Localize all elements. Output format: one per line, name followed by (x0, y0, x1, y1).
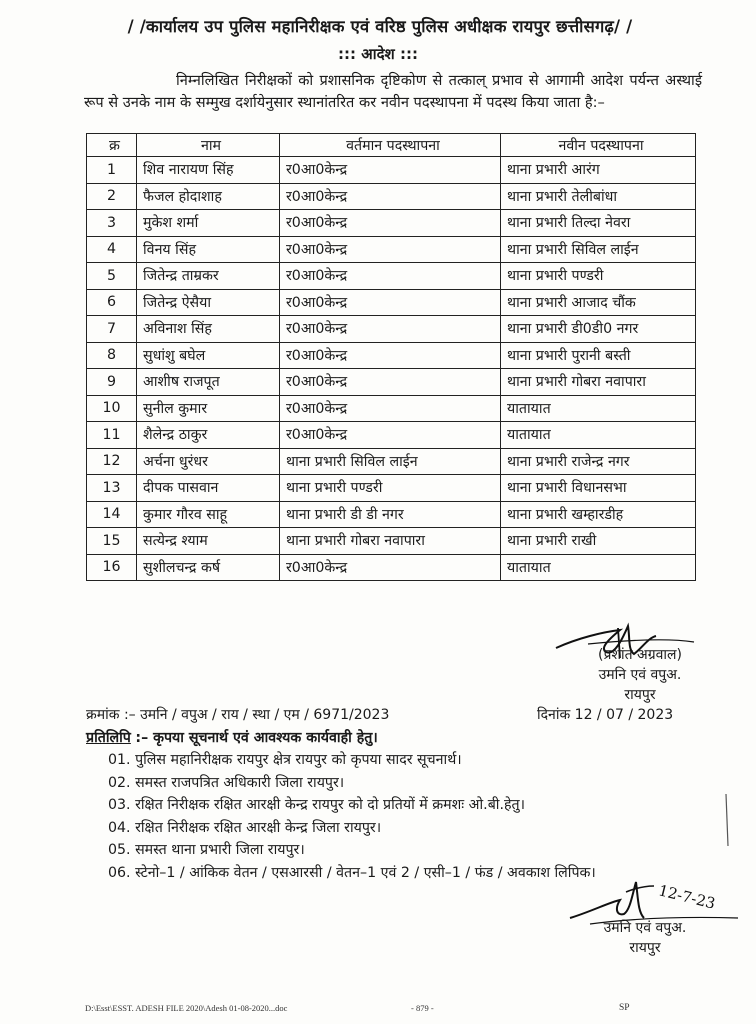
cell-new-posting: थाना प्रभारी तिल्दा नेवरा (501, 210, 696, 237)
cell-name: कुमार गौरव साहू (137, 501, 280, 528)
cell-current-posting: र0आ0केन्द्र (280, 157, 501, 184)
officer-designation: उमनि एवं वपुअ. (598, 667, 682, 683)
header-new-posting: नवीन पदस्थापना (501, 134, 696, 157)
cell-serial: 3 (87, 210, 137, 237)
handwritten-date: 12-7-23 (656, 881, 718, 913)
order-date: दिनांक 12 / 07 / 2023 (537, 707, 674, 723)
cell-name: शैलेन्द्र ठाकुर (137, 422, 280, 449)
cell-new-posting: थाना प्रभारी राखी (501, 528, 696, 555)
copy-heading (86, 728, 378, 747)
table-row (87, 210, 696, 237)
intro-text: निम्नलिखित निरीक्षकों को प्रशासनिक दृष्टिकोण से तत्काल् प्रभाव से आगामी आदेश पर्यन्त अस्थाई रूप से उनके नाम के सम्मुख दर्शायेनुसार स्थानांतरित कर नवीन पदस्थापना में पदस्थ किया जाता है:– (84, 72, 702, 111)
table-row (87, 395, 696, 422)
cell-name: जितेन्द्र ताम्रकर (137, 263, 280, 290)
table-row (87, 263, 696, 290)
officer-name: (प्रशांत अग्रवाल) (598, 647, 682, 663)
table-row (87, 422, 696, 449)
cell-serial: 8 (87, 342, 137, 369)
table-row (87, 236, 696, 263)
table-row (87, 554, 696, 581)
cell-new-posting: थाना प्रभारी गोबरा नवापारा (501, 369, 696, 396)
cell-new-posting: थाना प्रभारी राजेन्द्र नगर (501, 448, 696, 475)
cell-name: जितेन्द्र ऐसैया (137, 289, 280, 316)
officer-place-2: रायपुर (629, 940, 661, 956)
cell-name: सत्येन्द्र श्याम (137, 528, 280, 555)
margin-mark (720, 790, 740, 850)
table-row (87, 528, 696, 555)
cell-serial: 12 (87, 448, 137, 475)
cell-new-posting: थाना प्रभारी पण्डरी (501, 263, 696, 290)
cell-current-posting: थाना प्रभारी गोबरा नवापारा (280, 528, 501, 555)
cell-current-posting: थाना प्रभारी पण्डरी (280, 475, 501, 502)
cell-name: अर्चना धुरंधर (137, 448, 280, 475)
cell-current-posting: र0आ0केन्द्र (280, 210, 501, 237)
cell-serial: 4 (87, 236, 137, 263)
cell-serial: 2 (87, 183, 137, 210)
cell-name: सुधांशु बघेल (137, 342, 280, 369)
cell-new-posting: थाना प्रभारी सिविल लाईन (501, 236, 696, 263)
signature-block-1 (570, 645, 710, 705)
signature-block-2 (575, 918, 715, 958)
table-row (87, 369, 696, 396)
officer-place: रायपुर (624, 687, 656, 703)
cell-current-posting: र0आ0केन्द्र (280, 422, 501, 449)
cell-serial: 1 (87, 157, 137, 184)
cell-serial: 7 (87, 316, 137, 343)
copy-text: :– कृपया सूचनार्थ एवं आवश्यक कार्यवाही हेतु। (135, 730, 378, 746)
cell-new-posting: थाना प्रभारी विधानसभा (501, 475, 696, 502)
cell-serial: 11 (87, 422, 137, 449)
page-number: - 879 - (411, 1003, 434, 1013)
cell-new-posting: थाना प्रभारी पुरानी बस्ती (501, 342, 696, 369)
cell-serial: 6 (87, 289, 137, 316)
cell-current-posting: र0आ0केन्द्र (280, 183, 501, 210)
table-row (87, 183, 696, 210)
cell-current-posting: र0आ0केन्द्र (280, 263, 501, 290)
copy-item: 05. समस्त थाना प्रभारी जिला रायपुर। (108, 842, 305, 858)
table-row (87, 157, 696, 184)
cell-name: फैजल होदाशाह (137, 183, 280, 210)
cell-name: विनय सिंह (137, 236, 280, 263)
cell-serial: 10 (87, 395, 137, 422)
header-current-posting: वर्तमान पदस्थापना (280, 134, 501, 157)
table-row (87, 316, 696, 343)
copy-item: 04. रक्षित निरीक्षक रक्षित आरक्षी केन्द्र जिला रायपुर। (108, 819, 382, 836)
cell-new-posting: यातायात (501, 422, 696, 449)
table-row (87, 289, 696, 316)
table-header-row (87, 134, 696, 157)
copy-item: 01. पुलिस महानिरीक्षक रायपुर क्षेत्र रायपुर को कृपया सादर सूचनार्थ। (108, 752, 462, 768)
cell-serial: 9 (87, 369, 137, 396)
cell-name: सुशीलचन्द्र कर्ष (137, 554, 280, 581)
cell-name: शिव नारायण सिंह (137, 157, 280, 184)
cell-current-posting: र0आ0केन्द्र (280, 395, 501, 422)
cell-new-posting: थाना प्रभारी तेलीबांधा (501, 183, 696, 210)
officer-designation-2: उमनि एवं वपुअ. (603, 920, 687, 936)
cell-serial: 13 (87, 475, 137, 502)
office-header: / /कार्यालय उप पुलिस महानिरीक्षक एवं वरिष्ठ पुलिस अधीक्षक रायपुर छत्तीसगढ़/ / (127, 17, 633, 36)
table-body (87, 157, 696, 581)
table-row (87, 501, 696, 528)
cell-current-posting: र0आ0केन्द्र (280, 236, 501, 263)
cell-serial: 16 (87, 554, 137, 581)
cell-current-posting: र0आ0केन्द्र (280, 289, 501, 316)
table-row (87, 342, 696, 369)
cell-name: आशीष राजपूत (137, 369, 280, 396)
cell-name: सुनील कुमार (137, 395, 280, 422)
cell-name: मुकेश शर्मा (137, 210, 280, 237)
cell-serial: 5 (87, 263, 137, 290)
cell-new-posting: थाना प्रभारी डी0डी0 नगर (501, 316, 696, 343)
header-serial: क्र (87, 134, 137, 157)
cell-current-posting: र0आ0केन्द्र (280, 316, 501, 343)
copy-item: 03. रक्षित निरीक्षक रक्षित आरक्षी केन्द्र रायपुर को दो प्रतियों में क्रमशः ओ.बी.हेतु। (108, 797, 525, 813)
cell-current-posting: र0आ0केन्द्र (280, 554, 501, 581)
cell-new-posting: थाना प्रभारी आरंग (501, 157, 696, 184)
cell-new-posting: यातायात (501, 554, 696, 581)
cell-new-posting: थाना प्रभारी आजाद चौंक (501, 289, 696, 316)
file-path: D:\Esst\ESST. ADESH FILE 2020\Adesh 01-08-2020...doc (85, 1003, 288, 1013)
table-row (87, 475, 696, 502)
cell-new-posting: थाना प्रभारी खम्हारडीह (501, 501, 696, 528)
cell-serial: 15 (87, 528, 137, 555)
footer-code: SP (619, 1003, 630, 1013)
cell-current-posting: र0आ0केन्द्र (280, 369, 501, 396)
copy-list (108, 749, 596, 884)
order-title: ::: आदेश ::: (338, 45, 418, 63)
reference-number: क्रमांक :– उमनि / वपुअ / राय / स्था / एम / 6971/2023 (86, 707, 390, 723)
order-intro (84, 70, 702, 114)
copy-item: 02. समस्त राजपत्रित अधिकारी जिला रायपुर। (108, 774, 345, 791)
table-row (87, 448, 696, 475)
cell-name: दीपक पासवान (137, 475, 280, 502)
copy-item: 06. स्टेनो–1 / आंकिक वेतन / एसआरसी / वेतन–1 एवं 2 / एसी–1 / फंड / अवकाश लिपिक। (108, 864, 596, 881)
transfer-table (86, 133, 696, 581)
cell-current-posting: र0आ0केन्द्र (280, 342, 501, 369)
cell-new-posting: यातायात (501, 395, 696, 422)
cell-name: अविनाश सिंह (137, 316, 280, 343)
cell-current-posting: थाना प्रभारी सिविल लाईन (280, 448, 501, 475)
header-name: नाम (137, 134, 280, 157)
copy-label: प्रतिलिपि (86, 730, 131, 746)
cell-serial: 14 (87, 501, 137, 528)
cell-current-posting: थाना प्रभारी डी डी नगर (280, 501, 501, 528)
